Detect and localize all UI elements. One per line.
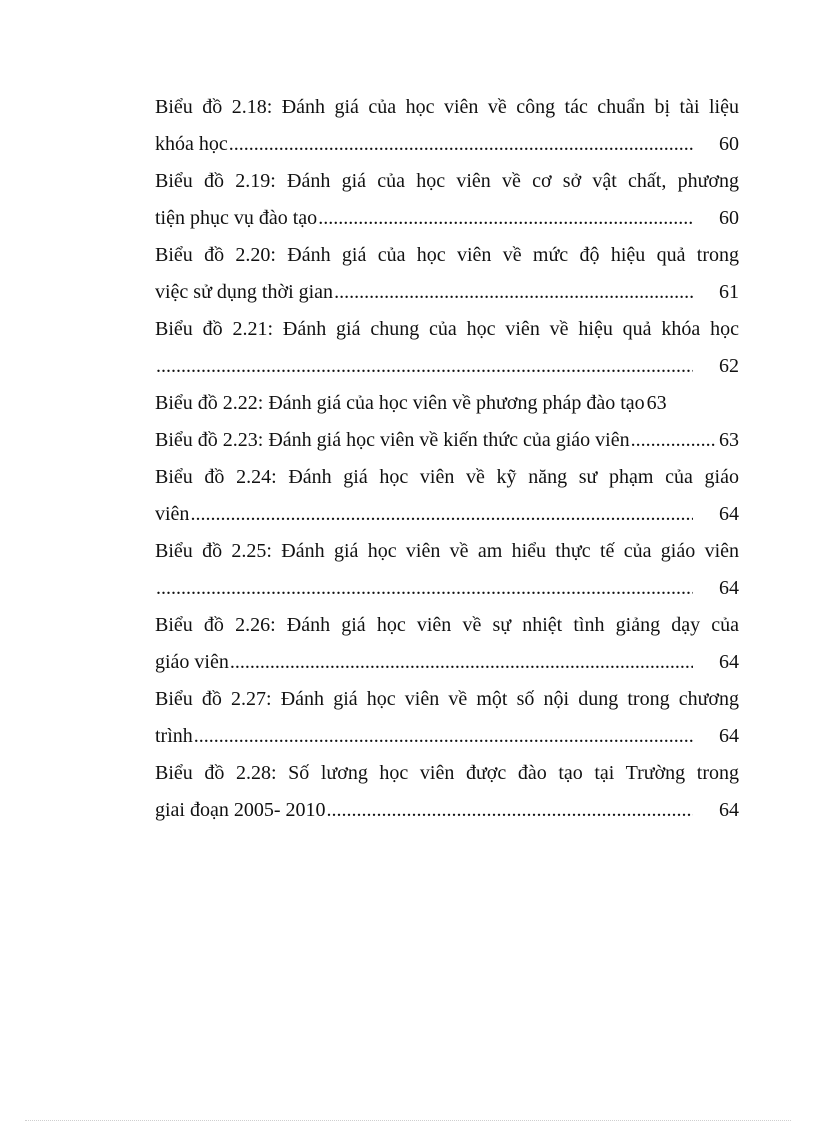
toc-entry-title-continued: giai đoạn 2005- 2010 [155, 799, 326, 821]
toc-entry-2-27[interactable] [155, 718, 739, 755]
toc-entry-page-number: 62 [719, 355, 739, 377]
dot-leader [189, 496, 693, 533]
toc-entry-page-number: 64 [719, 651, 739, 673]
toc-entry-title-continued: trình [155, 725, 193, 747]
toc-entry-2-22[interactable] [155, 385, 739, 422]
toc-entry-page-number: 60 [719, 133, 739, 155]
toc-entry-page-number: 63 [719, 429, 739, 451]
toc-entry-title: Biểu đồ 2.22: Đánh giá của học viên về phương pháp đào tạo [155, 392, 645, 414]
toc-entry-title-continued: việc sử dụng thời gian [155, 281, 334, 303]
toc-entry-title-continued: tiện phục vụ đào tạo [155, 207, 318, 229]
dot-leader [155, 570, 693, 607]
toc-entry-2-19-title: Biểu đồ 2.19: Đánh giá của học viên về cơ sở vật chất, phương [155, 170, 739, 192]
toc-entry-page-number: 63 [646, 392, 667, 414]
list-of-figures [155, 89, 739, 829]
dot-leader [326, 792, 693, 829]
toc-entry-title-continued: khóa học [155, 133, 228, 155]
toc-entry-page-number: 64 [719, 725, 739, 747]
toc-entry-2-28[interactable] [155, 792, 739, 829]
toc-entry-2-25[interactable] [155, 570, 739, 607]
toc-entry-title: Biểu đồ 2.23: Đánh giá học viên về kiến thức của giáo viên [155, 429, 630, 451]
dot-leader [630, 422, 717, 459]
toc-entry-2-24-title: Biểu đồ 2.24: Đánh giá học viên về kỹ năng sư phạm của giáo [155, 466, 739, 488]
toc-entry-2-21[interactable] [155, 348, 739, 385]
dot-leader [193, 718, 693, 755]
dot-leader [229, 644, 693, 681]
dot-leader [228, 126, 693, 163]
toc-entry-2-21-title: Biểu đồ 2.21: Đánh giá chung của học viên về hiệu quả khóa học [155, 318, 739, 340]
toc-entry-2-24[interactable] [155, 496, 739, 533]
toc-entry-title-continued: giáo viên [155, 651, 229, 673]
toc-entry-2-20-title: Biểu đồ 2.20: Đánh giá của học viên về mức độ hiệu quả trong [155, 244, 739, 266]
toc-entry-page-number: 64 [719, 577, 739, 599]
toc-entry-page-number: 61 [719, 281, 739, 303]
toc-entry-2-26-title: Biểu đồ 2.26: Đánh giá học viên về sự nhiệt tình giảng dạy của [155, 614, 739, 636]
toc-entry-page-number: 64 [719, 503, 739, 525]
dot-leader [317, 200, 693, 237]
toc-entry-2-23[interactable] [155, 422, 739, 459]
toc-entry-2-18[interactable] [155, 126, 739, 163]
toc-entry-2-27-title: Biểu đồ 2.27: Đánh giá học viên về một số nội dung trong chương [155, 688, 739, 710]
toc-entry-2-19[interactable] [155, 200, 739, 237]
dot-leader [155, 348, 693, 385]
toc-entry-2-20[interactable] [155, 274, 739, 311]
toc-entry-page-number: 60 [719, 207, 739, 229]
toc-entry-2-26[interactable] [155, 644, 739, 681]
page-bottom-divider [25, 1120, 791, 1121]
toc-entry-2-28-title: Biểu đồ 2.28: Số lương học viên được đào tạo tại Trường trong [155, 762, 739, 784]
dot-leader [333, 274, 693, 311]
toc-entry-title-continued: viên [155, 503, 190, 525]
toc-entry-2-25-title: Biểu đồ 2.25: Đánh giá học viên về am hiểu thực tế của giáo viên [155, 540, 739, 562]
toc-entry-page-number: 64 [719, 799, 739, 821]
toc-entry-2-18-title: Biểu đồ 2.18: Đánh giá của học viên về công tác chuẩn bị tài liệu [155, 96, 739, 118]
